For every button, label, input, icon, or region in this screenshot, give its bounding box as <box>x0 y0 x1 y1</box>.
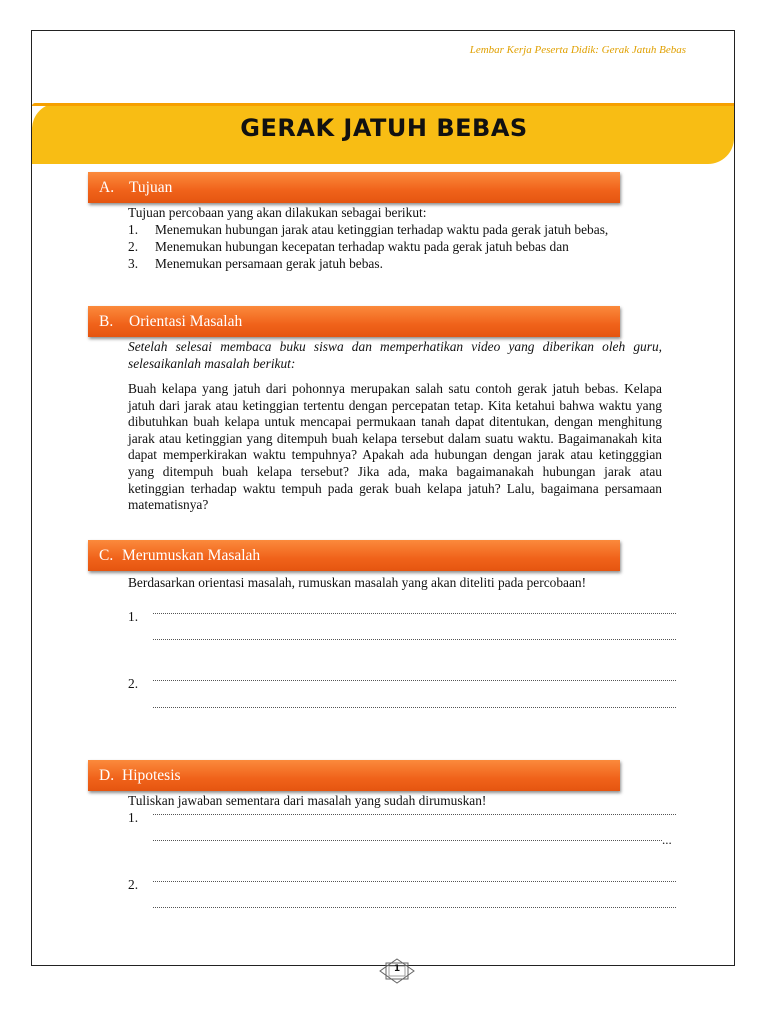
section-b-header <box>88 306 620 337</box>
list-item <box>128 238 676 255</box>
section-a-letter: A. <box>99 179 115 196</box>
section-b-letter: B. <box>99 313 114 330</box>
list-item <box>128 255 676 272</box>
answer-line[interactable] <box>153 706 676 708</box>
page-number: 1 <box>393 964 401 974</box>
list-number: 3. <box>128 256 139 271</box>
goal-list <box>128 221 676 272</box>
answer-line[interactable] <box>153 839 662 841</box>
section-a-title: Tujuan <box>129 179 173 196</box>
answer-number: 2. <box>128 676 139 691</box>
section-c-intro: Berdasarkan orientasi masalah, rumuskan masalah yang akan diteliti pada percobaan! <box>128 575 587 590</box>
answer-line[interactable] <box>153 638 676 640</box>
section-a-intro: Tujuan percobaan yang akan dilakukan sebagai berikut: <box>128 205 427 220</box>
section-b-body: Buah kelapa yang jatuh dari pohonnya merupakan salah satu contoh gerak jatuh bebas. Kelapa jatuh dari jarak atau ketinggian tertentu dengan percepatan tetap. Kita ketahui bahwa waktu yang dibutuhkan buah kelapa untuk mencapai permukaan tanah dapat ditentukan, dengan menghitung jarak atau ketinggian yang ditempuh buah kelapa tersebut dalam suatu waktu. Bagaimanakah kita dapat memperkirakan waktu tempuhnya? Apakah ada hubungan dengan jarak atau ketingggian yang ditempuh buah kelapa tersebut? Jika ada, maka bagaimanakah hubungan jarak atau ketinggian terhadap waktu tempuh pada gerak buah kelapa jatuh? Lalu, bagaimana persamaan matematisnya? <box>128 381 662 513</box>
list-text: Menemukan hubungan kecepatan terhadap waktu pada gerak jatuh bebas dan <box>155 239 569 254</box>
section-d-intro: Tuliskan jawaban sementara dari masalah yang sudah dirumuskan! <box>128 793 487 808</box>
list-item <box>128 221 676 238</box>
answer-number: 1. <box>128 810 139 825</box>
running-header: Lembar Kerja Peserta Didik: Gerak Jatuh Bebas <box>469 44 686 56</box>
document-title: GERAK JATUH BEBAS <box>240 114 528 142</box>
answer-number: 1. <box>128 609 139 624</box>
section-d-letter: D. <box>99 767 115 784</box>
section-d-title: Hipotesis <box>122 767 181 784</box>
answer-line[interactable] <box>153 906 676 908</box>
section-c-title: Merumuskan Masalah <box>122 547 261 564</box>
list-number: 1. <box>128 222 139 237</box>
section-c-header <box>88 540 620 571</box>
answer-line[interactable] <box>153 679 676 681</box>
answer-line[interactable] <box>153 813 676 815</box>
list-number: 2. <box>128 239 139 254</box>
section-d-header <box>88 760 620 791</box>
list-text: Menemukan hubungan jarak atau ketinggian terhadap waktu pada gerak jatuh bebas, <box>155 222 609 237</box>
section-b-instruction: Setelah selesai membaca buku siswa dan memperhatikan video yang diberikan oleh guru, selesaikanlah masalah berikut: <box>128 339 662 371</box>
section-a-header <box>88 172 620 203</box>
section-b-title: Orientasi Masalah <box>129 313 243 330</box>
answer-line[interactable] <box>153 880 676 882</box>
list-text: Menemukan persamaan gerak jatuh bebas. <box>155 256 383 271</box>
answer-number: 2. <box>128 877 139 892</box>
answer-line[interactable] <box>153 612 676 614</box>
section-c-letter: C. <box>99 547 114 564</box>
trailing-ellipsis: ... <box>662 832 672 847</box>
